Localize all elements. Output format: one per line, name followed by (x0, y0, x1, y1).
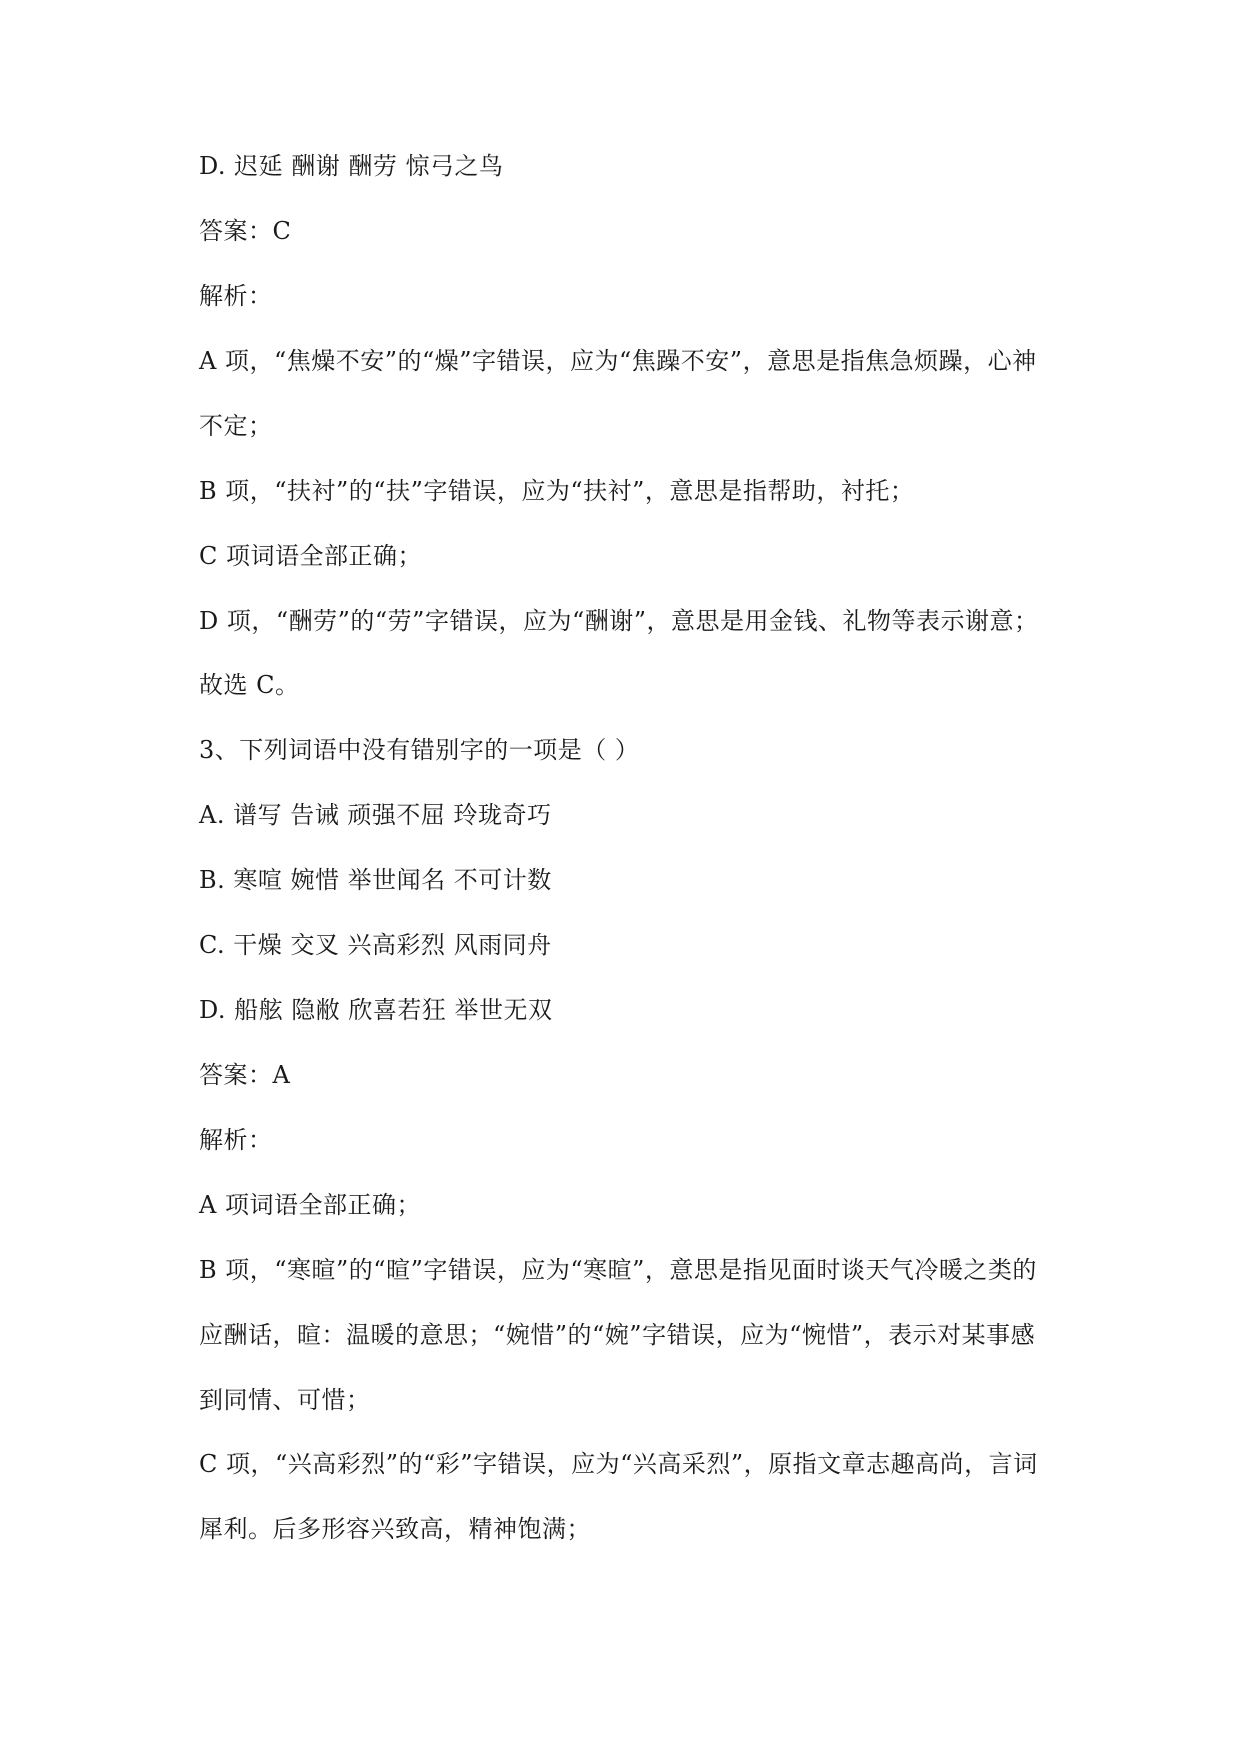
answer-prev: 答案：C (199, 217, 292, 245)
analysis-heading-prev: 解析： (199, 282, 273, 310)
analysis-d: D 项，“酬劳”的“劳”字错误，应为“酬谢”，意思是用金钱、礼物等表示谢意； (199, 607, 1039, 635)
analysis-c: C 项词语全部正确； (199, 542, 422, 570)
question-3-option-d: D. 船舷 隐敝 欣喜若狂 举世无双 (199, 996, 553, 1024)
analysis-a-line-1: A 项，“焦燥不安”的“燥”字错误，应为“焦躁不安”，意思是指焦急烦躁，心神 (199, 347, 1037, 375)
question-3-analysis-b-line-3: 到同情、可惜； (199, 1386, 371, 1414)
question-3-analysis-c-line-1: C 项，“兴高彩烈”的“彩”字错误，应为“兴高采烈”，原指文章志趣高尚，言词 (199, 1450, 1038, 1478)
question-3-analysis-b-line-2: 应酬话，暄：温暖的意思；“婉惜”的“婉”字错误，应为“惋惜”，表示对某事感 (199, 1321, 1036, 1349)
question-3-analysis-c-line-2: 犀利。后多形容兴致高，精神饱满； (199, 1515, 591, 1543)
question-3-analysis-heading: 解析： (199, 1126, 273, 1154)
question-3-title: 3、下列词语中没有错别字的一项是（ ） (199, 736, 640, 764)
analysis-b: B 项，“扶衬”的“扶”字错误，应为“扶衬”，意思是指帮助，衬托； (199, 477, 915, 505)
question-3-option-c: C. 干燥 交叉 兴高彩烈 风雨同舟 (199, 931, 552, 959)
question-3-answer: 答案：A (199, 1061, 291, 1089)
option-d-prev: D. 迟延 酬谢 酬劳 惊弓之鸟 (199, 152, 504, 180)
conclusion-prev: 故选 C。 (199, 671, 300, 699)
question-3-option-a: A. 谱写 告诫 顽强不屈 玲珑奇巧 (199, 801, 552, 829)
question-3-analysis-b-line-1: B 项，“寒暄”的“暄”字错误，应为“寒暄”，意思是指见面时谈天气冷暖之类的 (199, 1256, 1037, 1284)
question-3-analysis-a: A 项词语全部正确； (199, 1191, 421, 1219)
analysis-a-line-2: 不定； (199, 412, 273, 440)
question-3-option-b: B. 寒喧 婉惜 举世闻名 不可计数 (199, 866, 552, 894)
